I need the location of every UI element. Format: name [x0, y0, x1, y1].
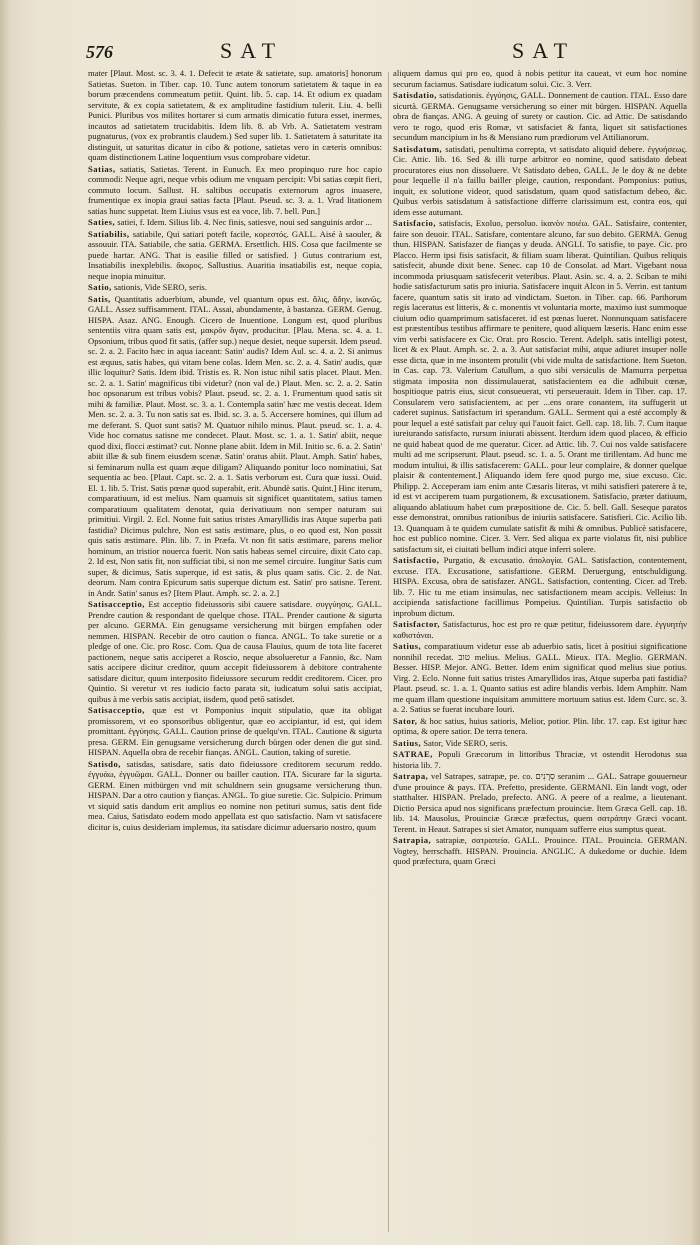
entry-text: satisdati, penultima correpta, vt satisdato aliquid debere. ἐγγυήσεως. Cic. Attic. lib. 16. Sed & illi turpe arbitror eo nomine, quod satisdato debeat procuratores eius non dissoluere. Vt Satisdato debeo, GALL. Je le doy & ne debte pour lequelle il n'a faillu bailler pleige, caution, respondant. Pomponius: putius, inquit, ex solutione videor, quod satisdatum, quam quod satisfactum debeo, &c. Quibus verbis satisdatum à satisfactione differre clarissimum est, contra eos, qui idem esse autumant. [393, 143, 687, 217]
dictionary-entry [88, 294, 382, 599]
entry-headword: SATRAE, [393, 749, 433, 759]
dictionary-entry [88, 229, 382, 282]
entry-headword: Satisacceptio, [88, 705, 145, 715]
entry-text: Populi Græcorum in littoribus Thraciæ, vt ostendit Herodotus sua historia lib. 7. [393, 749, 687, 770]
page-gutter-shadow-right [690, 0, 700, 1245]
entry-text: Quantitatis aduerbium, abunde, vel quantum opus est. ἅλις, ἄδην, ἱκανῶς. GALL. Assez suffisamment. ITAL. Assai, abundamente, à bastanza. GERM. Genug. HISPA. Asaz. ANG. Enough. Cicero de Inuentione. Longum est, quod pluribus sententiis vitra quam satis est, μακρὸν ἄγαν, producitur. [Plau. Mena. sc. 4. a. 1. Opsonium, tribus quod fit satis, (affer sup.) neque desiet, neque supersit. Idem pseud. sc. 2. a. 2. Facito hæc in aqua iaceant: Satin' audis? Idem Aul. sc. 4. a. 2. Si animus est æquus, satis habes, qui vitam bene colas. Idem Men. sc. 2. a. 4. Satin' audis, quæ illic loquitur? Satis. Idem ibid. Tristis es. R. Non istuc nihil satis placet. Plaut. Men. sc. 2. a. 1. Satin' magnificus tibi videtur? (non val de.) Plaut. Men. sc. 2. a. 2. Satin hoc opsonarum est tribus vobis? Plaut. pseud. sc. 2. a. 1. Frumentum quod satis sit mihi & familiæ. Plaut. Most. sc. 3. a. 1. Contempla satin' hæc me vestis deceat. Idem Men. sc. 2. a. 3. Tu non satis sat es. Ibid. sc. 3. a. 5. Accersere homines, qui illum ad me deferant. S. Quot sunt satis? M. Quatuor nihilo minus. Plaut. pseud. sc. 1. a. 4. Vide hoc cornatus satisne me condecet. Plaut. Most. sc. 1. a. 1. Satin' abiit, neque quod dixi, flocci æstimat? cut. Nonne plane abiit. Idem in Mil. Initio sc. 6. a. 2. Satin' abiit illæ & sub finem eiusdem scenæ. Satin' oratus abiit. Plaut. Amph. Satin' habes, si feminarum nulla est quam æque diligam? Aliquando ponitur loco nominatiui, Sat sequentia ac beo. [Plaut. Capt. sc. 2. a. 1. Satis verborum est. Cura quæ iussi. Ouid. El. 1. lib. 5. Trist. Satis pœnæ quod superabit, erit. Abundè satis. Quint.] Hinc iterum, comparatiuum, id est melius. Nam quamuis sit significet quantitatem, satius tamen comparatiuum qualitatem denotat, quia derivatiuum non semper naturam sui primitiui. Virgil. 2. Ecl. Nonne fuit satius tristes Amaryllidis iras Atque superba pati fastidia? Dicimus pulchre, Non est satis æstimare, plus, o eo quod est, Non possit quis satis æstimare. Plin. lib. 7. in Præfa. Vt non fit satis æstimare, parens melior hominum, an tristior nouerca fuerit. Non satis habeas semel circuire, dixit Cato cap. 2. Id est, Non satis fit, non sufficiat tibi, si non me semel circuire. Iungitur Satis cum super, & dicimus, Satis superque, id est satis, & plus quam satis. Cic. 2. de Nat. deorum. Nam contra Epicurum satis superque dictum est. Satin' pro satisne. Terent. in Andr. Satin' sanus es? [Item Plaut. Amph. sc. 2. a. 2.] [88, 293, 382, 598]
entry-headword: Satisdo, [88, 758, 121, 769]
entry-text: sationis, Vide SERO, seris. [113, 282, 207, 292]
entry-headword: Satisfactio, [393, 555, 440, 565]
entry-text: & hoc satius, huius satioris, Melior, potior. Plin. libr. 17. cap. Est igitur hæc optima, & opere satior. De terra tenera. [393, 715, 687, 736]
entry-text: vel Satrapes, satrapæ, pe. co. סְרָנִים seranim ... GAL. Satrape gouuerneur d'une prouince & pays. ITA. Prefetto, presidente. GERMANI. Ein landt vogt, oder statthalter. HISPAN. Prelado, prefecto. ANG. A peere of a realme, a lieutenant. Dictio Persica apud nos significans præfectum prouinciæ. Item Græca Gell. cap. 18. lib. 14. Mausolus, Prouinciæ Græcæ præfectus, quem σατράπην Græci vocant. Terent. in Heaut. Satrapes si siet Amator, nunquam sufferre eius sumptus queat. [393, 771, 687, 834]
entry-text: Purgatio, & excusatio. ἀπολογία. GAL. Satisfaction, contentement, excuse. ITA. Excusatione, satisfattione. GERM. Deruergung, entschuldigung. HISPA. Excusa, obra de satisfazer. ANGL. Satisfaction, contenting. Cicer. ad Treb. lib. 7. Hic tu me etiam insimulas, nec satisfactionem meam accipis. Velleius: In accipienda satisfactione facillimus Pompeius. Quintilian. Turpis satisfactio ob inprobum dictum. [393, 555, 687, 618]
dictionary-entry [393, 68, 687, 89]
dictionary-entry [393, 144, 687, 218]
dictionary-entry [88, 164, 382, 217]
dictionary-entry [393, 218, 687, 554]
entry-text: Est acceptio fideiussoris sibi cauere satisdare. συγγύησις. GALL. Prendre caution & respondant de quelque chose. ITAL. Prender cautione & sigurta per alcuno. GERMA. Ein genugsame versicherung mit bürgen empfahen oder nemmen. HISPAN. Recebir de otro caution o fianca. ANGL. To take suretie or a pledge of one. Cic. pro Rosc. Com. Qua de causa Flauius, quum de tota lite faceret pactionem, neque satis acciperet a Roscio, neque absolueretur a Fannio, &c. Nam satis accipere dicitur creditor, quum accepit fideiussorem à debitore contrahente satisdare dicitur, quum interposito fideiussore securum reddit creditorem. Cicer. pro Quintio. Si veretur vt res iudicio facto parata sit, iudicatum solui satis accipiat, quibus à me verbis satis accipiat, iisdem, quod petō satisdet. [88, 599, 382, 704]
dictionary-entry [88, 759, 382, 833]
entry-headword: Satisfactor, [393, 619, 440, 629]
entry-text: Satisfacturus, hoc est pro re quæ petitur, fideiussorem dare. ἐγγυητὴν καθιστάναι. [393, 619, 687, 640]
dictionary-entry [393, 738, 687, 749]
entry-headword: Satisfacio, [393, 218, 436, 228]
running-head-right: SAT [512, 38, 576, 63]
entry-text: satisdas, satisdare, satis dato fideiussore creditorem securum reddo. ἐγγυάω, ἐγγυῶμαι. GALL. Donner ou bailler caution. ITA. Sicurare far la sigurta. GERM. Einen mitbürgen vnd mit schuldnern sein gnugsame versicherung thun. HISPAN. Dar a otro caution y fianças. ANGL. To giue suretie. Cic. Sulpicio. Primum vt siquid satis dandum erit amplius eo nomine non petituri sumus, satis dent fide mea. Caius, Satisdato eodem modo appellata est quo satisfactio. Nam vt satisfacere dicitur is, cuius desideriam implemus, ita satisdare dicimur aduersario nostro, quum [88, 758, 382, 832]
entry-text: satisfacis, Exoluo, persoluo. ἱκανὸν ποιέω. GAL. Satisfaire, contenter, faire son deuoir. ITAL. Satisfare, contentare alcuno, far suo debito. GERMA. Genug thun. HISPAN. Satisfazer de fianças y deuda. ANGLI. To satisfie, to paye. Cic. pro Placco. Herm ipsi fisis satisfacit, & filiam suam liberat. Quintilian. Quibus reliquis satisfecit, abunde dixit bene. Senec. cap 10 de Consolat. ad Mart. Vigebant noua incommoda priusquam satisfecerit veteribus. Plaut. Asin. sc. 4. a. 2. Sciban te mihi hodie satisfacturum satis pro iniuria. Satisfacere inquit Alcon in 5. Verrin. est tantum facere, quantum satis sit irato ad vindictam. Sueton. in Tiber. cap. 66. Parthorum regis laceratus est litteris, & c. monentis vt voluntaria morte, maximo iust summoque ciuium odio quamprimum satisfaceret. id est pœnas lueret. Nonnunquam satisfacere est præstentibus testibus affirmare te penitere, quod aliquem læseris. Hanc enim esse vim verbi satisfacere ex Cic. Orat. pro Roscio. Terent. Adelph. satis intelligi potest, licet & ex Plaut. Amph. sc. 2. a. 3. Aut satisfaciat mihi, atque adiuret insuper nolle esse dicta, quæ in me insontem protulit (vbi vide multa de satisfactione. Item Sueton. in Cas. cap. 73. Valerium Catullum, a quo sibi versiculis de Mamurra perpetua stigmata imposita non dissimulauerat, satisfacientem ea die adhibuit cœnæ, hospitioque patris eius, sicut consueuerat, vti perseuerauit. Idem in Tiber. cap. 17. Consularem vero satisfacientem, ac per ...ens orare conantem, ita suffugerit ut caderet supinus. Satisfactum iri sperandum. GALL. Serment qui a esté accomply & pour lequel a esté satisfait par celuy qui l'auoit faict. Gell. cap. 18. lib. 7. Cum itaque iureiurando satisfacto, rursum iniurati abissent. Iterdum idem quod placeo, & efficio ne quid habeat quod de me queratur. Cicer. ad Attic. lib. 7. Cui nos valde satisfacere multi ad me scripserunt. Plaut. pseud. sc. 1. a. 5. Orant me tirillentam. Ad hunc me modum intuliui, & illis satisfacerem: GALL. pour leur complaire, & donner quelque plaisir & contentement.] Aliquando idem fere quod purgo me, siue excuso. Cic. Philipp. 2. Acceperam iam enim ante Cæsaris literas, vt mihi satisfieri paterere à te, id est vt acciperem tuam purgationem, & excusationem. Satisfacio, præter datiuum, aliquando ablatiuum habet cum præpositione de. Cic. 5. bell. Gall. Seseque paratos esse demonstrat, omnibus rationibus de iniuriis satisfacere. Satisfieri. Cic. Acilio lib. 13. Quanquam à te quidem cumulate satisfit & mihi & omnibus. Publicè satisfacere, hoc est publico nomine. Cicer. 3. Verr. Sed aliqua ex parte violatus fit, nisi publice satisfactum sit, ei ciuitati bellum indici atque inferri solere. [393, 218, 687, 554]
entry-headword: Sator, [393, 715, 418, 726]
dictionary-entry [393, 90, 687, 143]
dictionary-entry [393, 716, 687, 737]
entry-text: satiabile, Qui satiari poteft facile, κορεστός. GALL. Aisé à saouler, & assouuir. ITA. Satiabile, che satia. GERMA. Ersettlich. HIS. Cosa que facilmente se puede hartar. ANG. That is easilie filled or satisfied. } Gutus contrarium est, Insatiabilis inexplebilis. ἄκορος. Sallustius. Auaritia insatiabilis est, neque copia, neque inopia minuitur. [88, 228, 382, 281]
dictionary-entry [88, 217, 382, 228]
dictionary-entry [88, 282, 382, 293]
entry-headword: Satisacceptio, [88, 599, 145, 609]
dictionary-entry [393, 835, 687, 867]
running-head-left: SAT [220, 38, 284, 63]
entry-headword: Satio, [88, 282, 112, 292]
dictionary-entry [393, 619, 687, 640]
dictionary-entry [88, 705, 382, 758]
entry-text: satiei, f. Idem. Silius lib. 4. Nec finis, satiesve, noui sed sanguinis ardor ... [117, 217, 372, 227]
column-divider [388, 72, 389, 1232]
right-column [393, 68, 687, 1240]
page-number: 576 [86, 42, 113, 62]
entry-text: quæ est vt Pomponius inquit stipulatio, quæ ita obligat promissorem, vt eo sponsoribus obligentur, quæ eo accipiantur, id est, qui idem promittant. ἐγγύησις. GALL. Caution prinse de quelqu'vn. ITAL. Cautione & sigurta presa. GERM. Ein genugsame versicherung durch bürgen oder denen die gut sind. HISPAN. Aquella obra de recebir fianças. ANGL. Caution, taking of suretie. [88, 705, 382, 757]
entry-headword: Satisdatum, [393, 143, 443, 154]
dictionary-entry [88, 68, 382, 163]
entry-text: comparatiuum videtur esse ab aduerbio satis, licet à positiui significatione nonnihil recedat. טוב melius. Melius. GALL. Mieux. ITA. Meglio. GERMAN. Besser. HISP. Mejor. ANG. Better. Idem enim significat quod melius siue potius. Virg. 2. Eclo. Nonne fuit satius tristes Amaryllidos iras, Atque superba pati fastidia? Plaut. pseud. sc. 1. a. 1. Quanto satius est adire blandis verbis. Idem Amphitr. Nam me quam illam questione inquisitam ammittere mortuum satius est. Idem Curc. sc. 3. a. 2. Satius se fuerat incubare louri. [393, 641, 687, 714]
left-column [88, 68, 382, 1240]
page-gutter-shadow-left [0, 0, 10, 1245]
entry-headword: Satias, [88, 163, 116, 174]
entry-headword: Satiabilis, [88, 228, 130, 239]
dictionary-entry [393, 771, 687, 834]
entry-headword: Satis, [88, 293, 111, 304]
dictionary-entry [393, 749, 687, 770]
page-header [0, 34, 700, 68]
entry-text: satisdationis. ἐγγύησις, GALL. Donnement de caution. ITAL. Esso dare sicurtà. GERMA. Genugsame versicherung so einer mit bürgen. HISPAN. Aquella obra de fianças. ANG. A geuing of surety or caution. Cic. ad Attic. De satisdando vero te rogo, quod eris Romæ, vt satisfaciet & fanta, liquet sit satisfactiones secundum mancipium in hs & Mensiano rum prædiorum vel Attilianorum. [393, 90, 687, 142]
entry-headword: Satius, [393, 737, 422, 748]
entry-headword: Saties, [88, 217, 116, 227]
entry-headword: Satius, [393, 641, 422, 651]
dictionary-entry [88, 599, 382, 704]
entry-headword: Satisdatio, [393, 90, 437, 100]
dictionary-entry [393, 555, 687, 618]
entry-text: satiatis, Satietas. Terent. in Eunuch. Ex meo propinquo rure hoc capio commodi: Neque agri, neque vrbis odium me vnquam percipit: Vbi satias cœpit fieri, commuto locum. Sallust. H. saltibus occupatis externorum agros inuasere, frumentique ex inopia graui satias facta [Plaut. Pseud. sc. 3. a. 1. Vrad litationem satias hunc suppetat. Item Liuius vsus est ea voce, lib. 7. bell. Pun.] [88, 163, 382, 216]
entry-text: Sator, Vide SERO, seris. [423, 737, 508, 748]
entry-headword: Satrapa, [393, 771, 429, 781]
entry-headword: Satrapia, [393, 835, 432, 845]
dictionary-entry [393, 641, 687, 715]
entry-text: mater [Plaut. Most. sc. 3. 4. 1. Defecit te ætate & satietate, sup. amatoris] honorum Satietas. Sueton. in Tiber. cap. 10. Tunc autem tonorum satietatem & taque in ea borum præcendens commeatum petiit. Quint. lib. 5. cap. 14. Et odium ex quadam servitute, & ex copia satietatem, & ex amplitudine fastidium tulerit. Liu. 4. belli Punici. Pluribus vos milites hortarer si cum armatis dimicatio futura esset, inermes, incautos ad satietatem trucidabitis. Idem lib. 8. ab Vrb. A. Satietatem vestram pugnaturus, (vox ex probrantis claudem.) Sed super lib. 1. Satietatem à saturitate ita distinguit, ut saturitas dicatur in cibo & potione, satietas vero in cæteris omnibus: quam distinctionem Latine loquentium vsus comprobare videtur. [88, 68, 382, 162]
entry-text: aliquem damus qui pro eo, quod à nobis petitur ita caueat, vt eum hoc nomine securum faciamus. Satisdare iudicatum solui. Cic. 3. Verr. [393, 68, 687, 89]
entry-text: satrapiæ, σατραπεία. GALL. Prouince. ITAL. Prouincia. GERMAN. Vogtey, herrschafft. HISPAN. Prouincia. ANGLIC. A dukedome or duchie. Idem quod præfectura, quam Græci [393, 835, 687, 866]
